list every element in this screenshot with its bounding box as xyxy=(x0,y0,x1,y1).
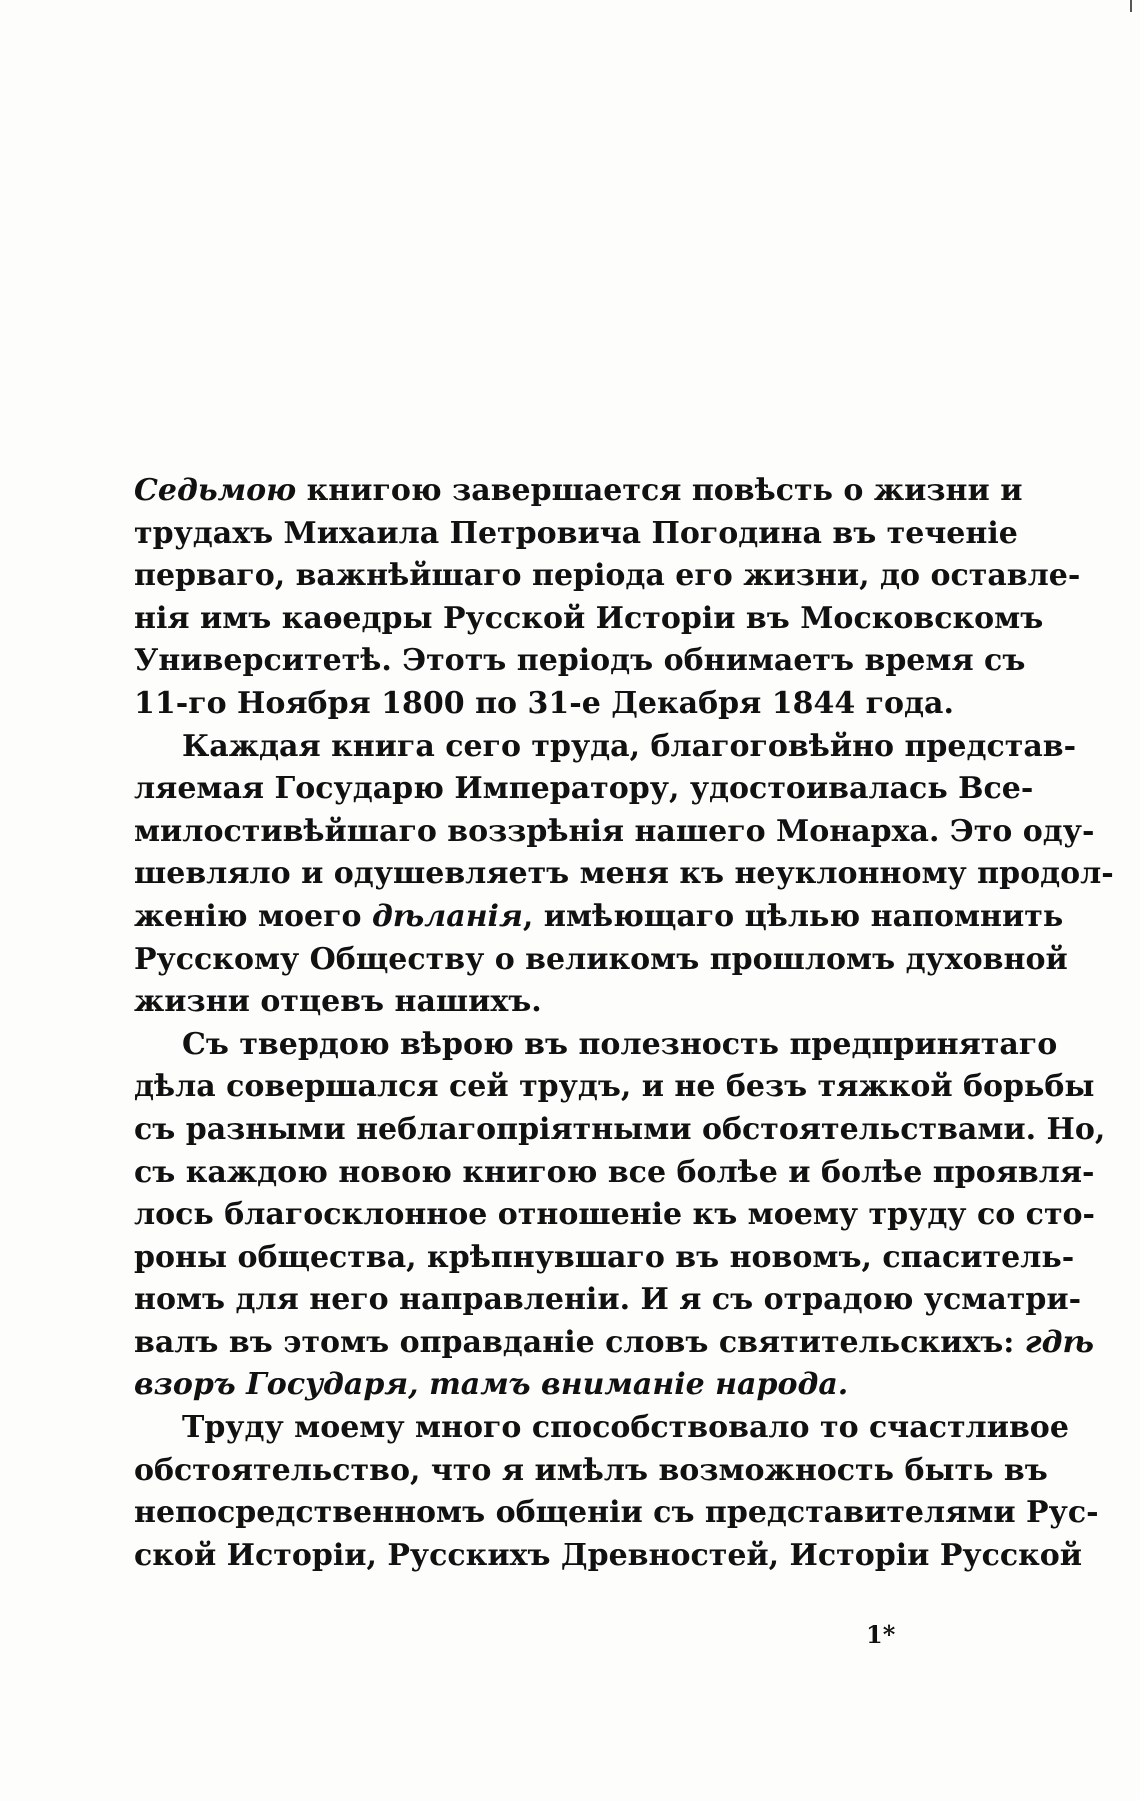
paragraph xyxy=(134,1024,1106,1407)
text-segment: номъ для него направленіи. И я съ отрадою усматри- xyxy=(134,1282,1082,1318)
text-line xyxy=(134,470,1023,513)
text-line xyxy=(134,1066,1095,1109)
text-segment: ляемая Государю Императору, удостоивалась Все- xyxy=(134,771,1034,807)
text-line xyxy=(134,1024,1058,1067)
text-segment: роны общества, крѣпнувшаго въ новомъ, спаситель- xyxy=(134,1239,1075,1275)
text-segment: книгою завершается повѣсть о жизни и xyxy=(296,473,1023,508)
text-line xyxy=(134,1450,1048,1493)
text-segment: Русскому Обществу о великомъ прошломъ духовной xyxy=(134,941,1068,977)
text-segment: Университетѣ. Этотъ періодъ обнимаетъ время съ xyxy=(134,643,1026,679)
paragraph xyxy=(134,470,1081,726)
text-line xyxy=(134,513,1018,556)
text-segment: съ разными неблагопріятными обстоятельствами. Но, xyxy=(134,1111,1106,1147)
text-line xyxy=(134,1535,1083,1578)
text-line xyxy=(134,555,1081,598)
text-segment: непосредственномъ общеніи съ представителями Рус- xyxy=(134,1495,1099,1531)
text-line xyxy=(134,853,1114,896)
text-segment: трудахъ Михаила Петровича Погодина въ теченіе xyxy=(134,515,1018,551)
scan-edge-mark xyxy=(1130,0,1132,12)
italic-text: взоръ Государя, тамъ вниманіе народа. xyxy=(134,1367,849,1403)
text-line xyxy=(134,1109,1106,1152)
text-segment: лось благосклонное отношеніе къ моему труду со сто- xyxy=(134,1197,1095,1233)
text-segment: съ каждою новою книгою все болѣе и болѣе проявля- xyxy=(134,1154,1095,1190)
text-line xyxy=(134,896,1064,939)
text-line xyxy=(134,1194,1095,1237)
italic-text: Седьмою xyxy=(134,473,297,508)
text-segment: дѣла совершался сей трудъ, и не безъ тяжкой борьбы xyxy=(134,1069,1095,1105)
paragraph xyxy=(134,726,1114,1024)
text-line xyxy=(134,811,1095,854)
text-line xyxy=(134,1237,1075,1280)
text-line xyxy=(134,1279,1082,1322)
text-line xyxy=(134,1322,1094,1365)
text-line xyxy=(134,939,1068,982)
paragraph xyxy=(134,1407,1099,1577)
text-line xyxy=(134,726,1077,769)
text-line xyxy=(134,768,1034,811)
text-line xyxy=(134,1364,958,1407)
text-segment: женію моего xyxy=(134,898,372,934)
text-segment: ской Исторіи, Русскихъ Древностей, Исторіи Русской xyxy=(134,1537,1083,1573)
text-segment: Каждая книга сего труда, благоговѣйно представ- xyxy=(182,728,1077,764)
text-segment: Съ твердою вѣрою въ полезность предпринятаго xyxy=(182,1026,1058,1062)
text-line xyxy=(134,598,1044,641)
text-segment: 11-го Ноября 1800 по 31-е Декабря 1844 года. xyxy=(134,685,954,721)
text-segment: жизни отцевъ нашихъ. xyxy=(134,984,542,1020)
text-segment: , имѣющаго цѣлью напомнить xyxy=(522,898,1064,934)
text-line xyxy=(134,981,958,1024)
italic-text: дѣланія xyxy=(371,898,523,934)
text-line xyxy=(134,1152,1095,1195)
signature-mark: 1* xyxy=(866,1620,896,1649)
text-line xyxy=(134,640,1026,683)
text-line xyxy=(134,1492,1099,1535)
text-segment: Труду моему много способствовало то счастливое xyxy=(182,1410,1069,1446)
body-text xyxy=(134,470,1114,1577)
text-segment: шевляло и одушевляетъ меня къ неуклонному продол- xyxy=(134,856,1114,892)
text-line xyxy=(134,1407,1069,1450)
text-segment: обстоятельство, что я имѣлъ возможность быть въ xyxy=(134,1452,1048,1488)
text-line xyxy=(134,683,958,726)
text-segment: милостивѣйшаго воззрѣнія нашего Монарха. Это оду- xyxy=(134,813,1095,849)
text-segment: перваго, важнѣйшаго періода его жизни, до оставле- xyxy=(134,558,1081,594)
text-segment: нія имъ каѳедры Русской Исторіи въ Московскомъ xyxy=(134,600,1044,636)
text-segment: валъ въ этомъ оправданіе словъ святительскихъ: xyxy=(134,1324,1025,1360)
italic-text: гдѣ xyxy=(1024,1324,1094,1360)
